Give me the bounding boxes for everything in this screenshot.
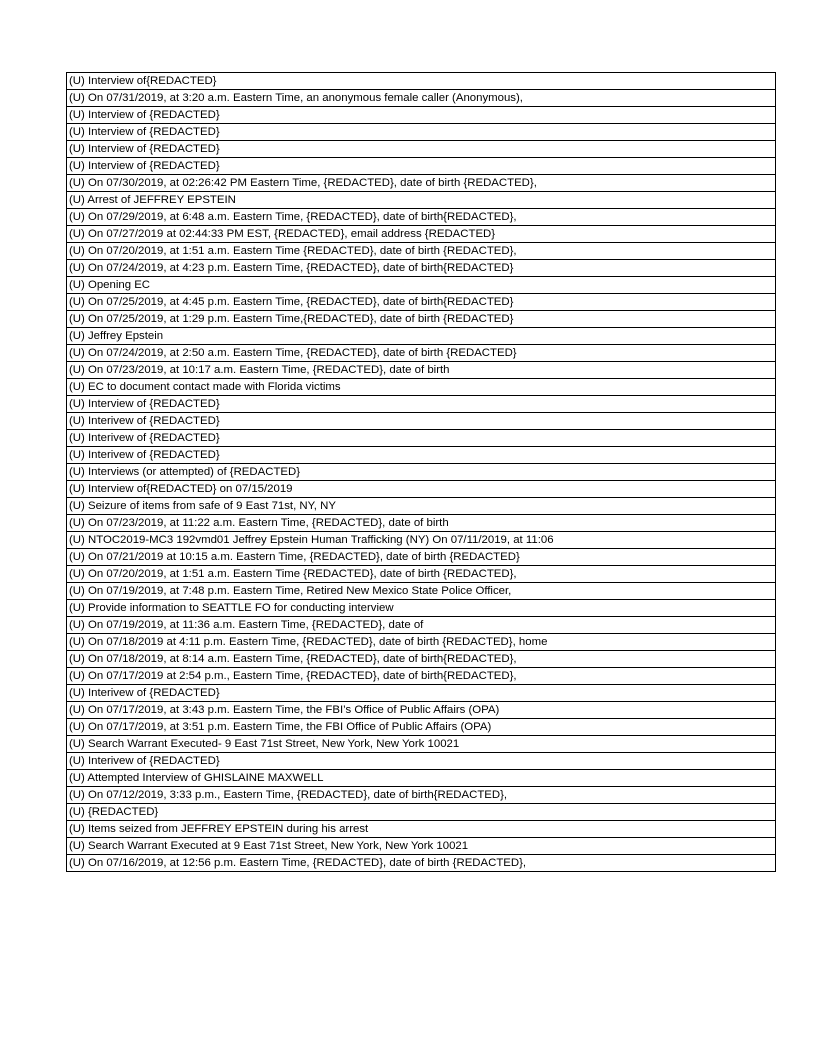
table-row xyxy=(67,345,776,362)
table-row xyxy=(67,243,776,260)
table-row xyxy=(67,311,776,328)
table-row xyxy=(67,804,776,821)
table-row xyxy=(67,787,776,804)
table-row xyxy=(67,634,776,651)
table-row xyxy=(67,226,776,243)
document-table xyxy=(66,72,776,872)
table-cell: (U) On 07/23/2019, at 10:17 a.m. Eastern Time, {REDACTED}, date of birth xyxy=(67,362,776,379)
table-cell: (U) On 07/18/2019, at 8:14 a.m. Eastern Time, {REDACTED}, date of birth{REDACTED}, xyxy=(67,651,776,668)
table-row xyxy=(67,532,776,549)
table-row xyxy=(67,838,776,855)
table-cell: (U) On 07/19/2019, at 7:48 p.m. Eastern Time, Retired New Mexico State Police Officer, xyxy=(67,583,776,600)
table-cell: (U) Arrest of JEFFREY EPSTEIN xyxy=(67,192,776,209)
table-row xyxy=(67,549,776,566)
table-cell: (U) On 07/20/2019, at 1:51 a.m. Eastern Time {REDACTED}, date of birth {REDACTED}, xyxy=(67,243,776,260)
table-cell: (U) On 07/17/2019, at 3:51 p.m. Eastern Time, the FBI Office of Public Affairs (OPA) xyxy=(67,719,776,736)
table-cell: (U) On 07/23/2019, at 11:22 a.m. Eastern Time, {REDACTED}, date of birth xyxy=(67,515,776,532)
table-cell: (U) On 07/24/2019, at 2:50 a.m. Eastern Time, {REDACTED}, date of birth {REDACTED} xyxy=(67,345,776,362)
table-row xyxy=(67,668,776,685)
table-cell: (U) {REDACTED} xyxy=(67,804,776,821)
table-cell: (U) On 07/31/2019, at 3:20 a.m. Eastern Time, an anonymous female caller (Anonymous), xyxy=(67,90,776,107)
table-cell: (U) Seizure of items from safe of 9 East 71st, NY, NY xyxy=(67,498,776,515)
table-row xyxy=(67,328,776,345)
table-cell: (U) On 07/17/2019 at 2:54 p.m., Eastern Time, {REDACTED}, date of birth{REDACTED}, xyxy=(67,668,776,685)
table-row xyxy=(67,515,776,532)
table-cell: (U) On 07/30/2019, at 02:26:42 PM Eastern Time, {REDACTED}, date of birth {REDACTED}, xyxy=(67,175,776,192)
table-cell: (U) Opening EC xyxy=(67,277,776,294)
table-cell: (U) Search Warrant Executed- 9 East 71st Street, New York, New York 10021 xyxy=(67,736,776,753)
table-row xyxy=(67,379,776,396)
table-cell: (U) On 07/29/2019, at 6:48 a.m. Eastern Time, {REDACTED}, date of birth{REDACTED}, xyxy=(67,209,776,226)
table-row xyxy=(67,277,776,294)
table-row xyxy=(67,90,776,107)
table-cell: (U) Interview of {REDACTED} xyxy=(67,158,776,175)
table-row xyxy=(67,260,776,277)
table-row xyxy=(67,175,776,192)
table-cell: (U) Interview of {REDACTED} xyxy=(67,124,776,141)
table-cell: (U) On 07/27/2019 at 02:44:33 PM EST, {REDACTED}, email address {REDACTED} xyxy=(67,226,776,243)
table-row xyxy=(67,498,776,515)
table-cell: (U) NTOC2019-MC3 192vmd01 Jeffrey Epstein Human Trafficking (NY) On 07/11/2019, at 11:06 xyxy=(67,532,776,549)
table-cell: (U) Search Warrant Executed at 9 East 71st Street, New York, New York 10021 xyxy=(67,838,776,855)
table-cell: (U) Interview of{REDACTED} on 07/15/2019 xyxy=(67,481,776,498)
table-cell: (U) Interivew of {REDACTED} xyxy=(67,753,776,770)
table-cell: (U) Provide information to SEATTLE FO for conducting interview xyxy=(67,600,776,617)
table-row xyxy=(67,583,776,600)
table-cell: (U) Interivew of {REDACTED} xyxy=(67,430,776,447)
table-cell: (U) On 07/18/2019 at 4:11 p.m. Eastern Time, {REDACTED}, date of birth {REDACTED}, home xyxy=(67,634,776,651)
table-row xyxy=(67,73,776,90)
table-row xyxy=(67,362,776,379)
table-row xyxy=(67,685,776,702)
table-row xyxy=(67,413,776,430)
table-row xyxy=(67,600,776,617)
table-cell: (U) Interview of{REDACTED} xyxy=(67,73,776,90)
table-row xyxy=(67,617,776,634)
table-row xyxy=(67,855,776,872)
table-cell: (U) Interviews (or attempted) of {REDACTED} xyxy=(67,464,776,481)
table-row xyxy=(67,481,776,498)
table-cell: (U) Interview of {REDACTED} xyxy=(67,141,776,158)
table-row xyxy=(67,464,776,481)
table-row xyxy=(67,770,776,787)
table-cell: (U) EC to document contact made with Florida victims xyxy=(67,379,776,396)
table-row xyxy=(67,209,776,226)
table-cell: (U) On 07/12/2019, 3:33 p.m., Eastern Time, {REDACTED}, date of birth{REDACTED}, xyxy=(67,787,776,804)
table-cell: (U) On 07/24/2019, at 4:23 p.m. Eastern Time, {REDACTED}, date of birth{REDACTED} xyxy=(67,260,776,277)
table-row xyxy=(67,447,776,464)
table-row xyxy=(67,702,776,719)
table-row xyxy=(67,107,776,124)
table-row xyxy=(67,430,776,447)
table-cell: (U) Jeffrey Epstein xyxy=(67,328,776,345)
table-row xyxy=(67,753,776,770)
table-row xyxy=(67,651,776,668)
table-cell: (U) On 07/16/2019, at 12:56 p.m. Eastern Time, {REDACTED}, date of birth {REDACTED}, xyxy=(69,857,527,869)
table-cell: (U) Interview of {REDACTED} xyxy=(67,107,776,124)
table-row xyxy=(67,821,776,838)
table-row xyxy=(67,141,776,158)
table-row xyxy=(67,719,776,736)
table-row xyxy=(67,566,776,583)
table-cell: (U) On 07/20/2019, at 1:51 a.m. Eastern Time {REDACTED}, date of birth {REDACTED}, xyxy=(67,566,776,583)
table-row xyxy=(67,396,776,413)
table-cell: (U) Interivew of {REDACTED} xyxy=(67,413,776,430)
table-cell: (U) On 07/17/2019, at 3:43 p.m. Eastern Time, the FBI’s Office of Public Affairs (OPA) xyxy=(67,702,776,719)
table-row xyxy=(67,192,776,209)
table-cell: (U) On 07/25/2019, at 4:45 p.m. Eastern Time, {REDACTED}, date of birth{REDACTED} xyxy=(67,294,776,311)
table-cell: (U) Items seized from JEFFREY EPSTEIN during his arrest xyxy=(67,821,776,838)
table-cell: (U) On 07/19/2019, at 11:36 a.m. Eastern Time, {REDACTED}, date of xyxy=(67,617,776,634)
table-row xyxy=(67,736,776,753)
table-cell: (U) Interview of {REDACTED} xyxy=(67,396,776,413)
table-row xyxy=(67,294,776,311)
table-cell: (U) Interivew of {REDACTED} xyxy=(67,447,776,464)
table-cell: (U) Interivew of {REDACTED} xyxy=(67,685,776,702)
document-table-body xyxy=(67,73,776,872)
table-row xyxy=(67,158,776,175)
table-cell: (U) Attempted Interview of GHISLAINE MAXWELL xyxy=(67,770,776,787)
table-cell: (U) On 07/21/2019 at 10:15 a.m. Eastern Time, {REDACTED}, date of birth {REDACTED} xyxy=(67,549,776,566)
table-row xyxy=(67,124,776,141)
table-cell: (U) On 07/25/2019, at 1:29 p.m. Eastern Time,{REDACTED}, date of birth {REDACTED} xyxy=(67,311,776,328)
